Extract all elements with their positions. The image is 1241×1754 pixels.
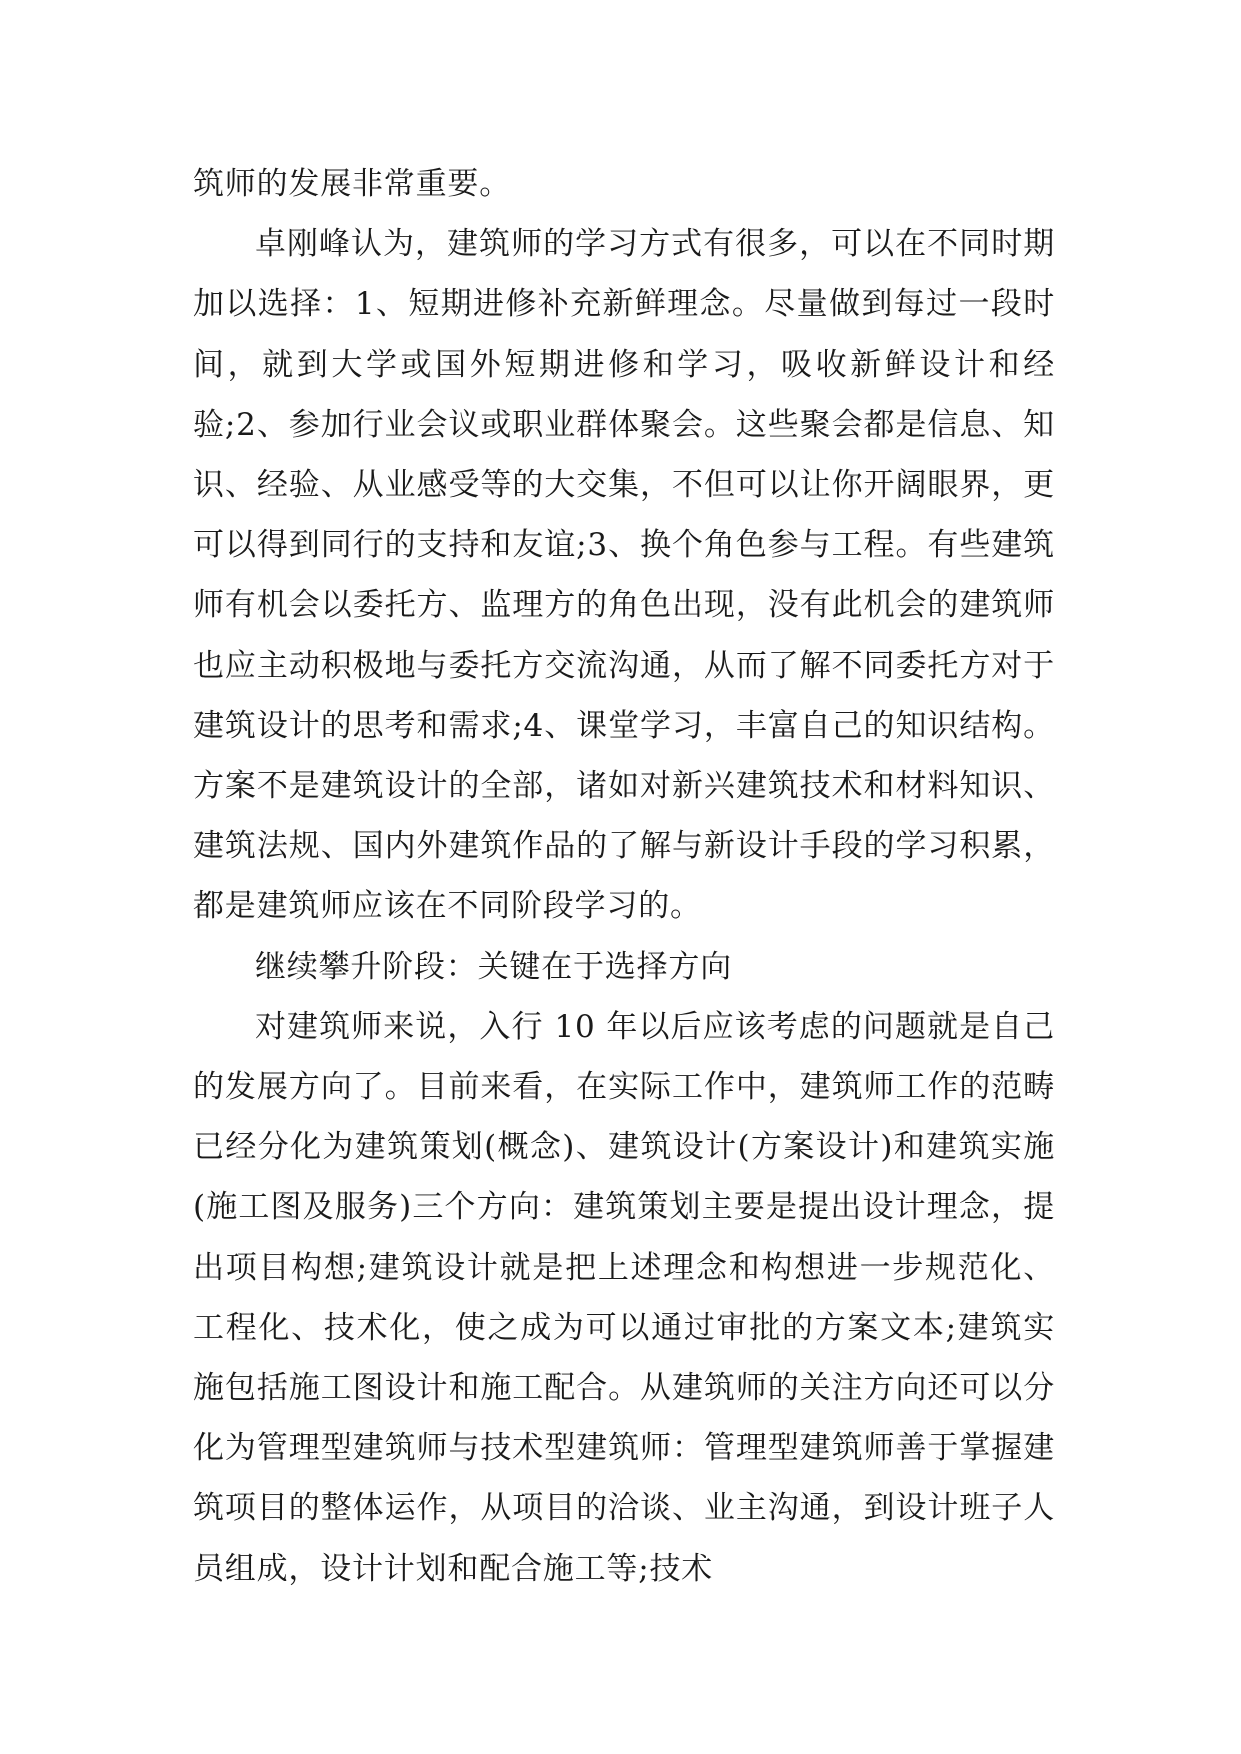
- document-page: [193, 154, 1055, 1599]
- section-heading: 继续攀升阶段：关键在于选择方向: [255, 948, 732, 985]
- paragraph-development-direction: 对建筑师来说，入行 10 年以后应该考虑的问题就是自己的发展方向了。目前来看，在实际工作中，建筑师工作的范畴已经分化为建筑策划(概念)、建筑设计(方案设计)和建筑实施(施工图及服务)三个方向：建筑策划主要是提出设计理念，提出项目构想;建筑设计就是把上述理念和构想进一步规范化、工程化、技术化，使之成为可以通过审批的方案文本;建筑实施包括施工图设计和施工配合。从建筑师的关注方向还可以分化为管理型建筑师与技术型建筑师：管理型建筑师善于掌握建筑项目的整体运作，从项目的洽谈、业主沟通，到设计班子人员组成，设计计划和配合施工等;技术: [193, 1008, 1055, 1587]
- paragraph-learning-methods: 卓刚峰认为，建筑师的学习方式有很多，可以在不同时期加以选择：1、短期进修补充新鲜理念。尽量做到每过一段时间，就到大学或国外短期进修和学习，吸收新鲜设计和经验;2、参加行业会议或职业群体聚会。这些聚会都是信息、知识、经验、从业感受等的大交集，不但可以让你开阔眼界，更可以得到同行的支持和友谊;3、换个角色参与工程。有些建筑师有机会以委托方、监理方的角色出现，没有此机会的建筑师也应主动积极地与委托方交流沟通，从而了解不同委托方对于建筑设计的思考和需求;4、课堂学习，丰富自己的知识结构。方案不是建筑设计的全部，诸如对新兴建筑技术和材料知识、建筑法规、国内外建筑作品的了解与新设计手段的学习积累，都是建筑师应该在不同阶段学习的。: [193, 226, 1055, 925]
- paragraph-continuation: 筑师的发展非常重要。: [193, 166, 511, 202]
